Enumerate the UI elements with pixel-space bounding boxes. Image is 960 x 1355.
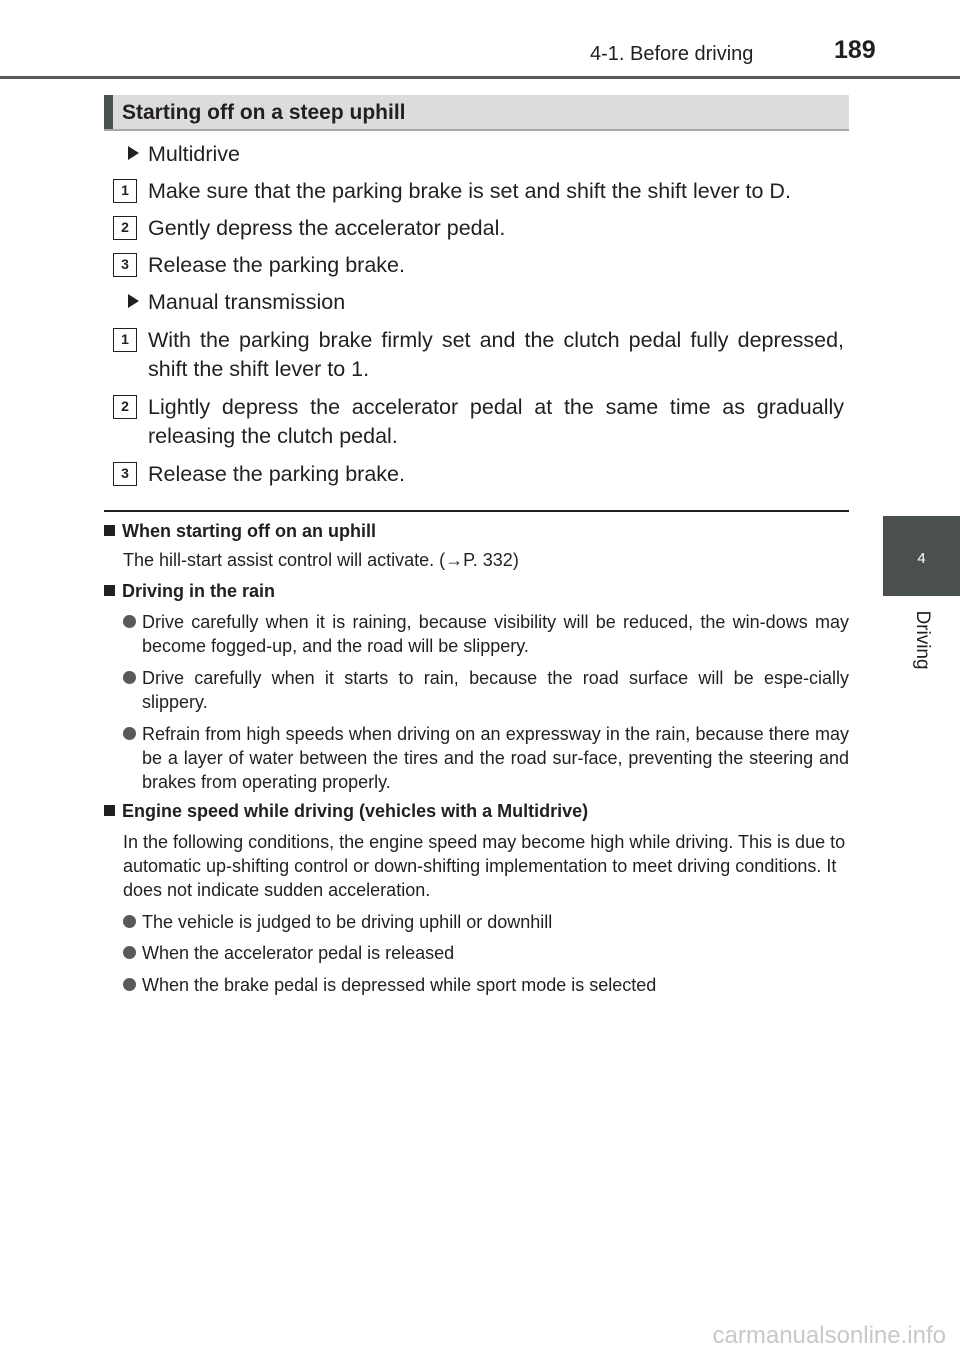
note-heading-label: When starting off on an uphill (122, 521, 376, 541)
procedure-heading-label: Manual transmission (148, 290, 346, 314)
step-text: Gently depress the accelerator pedal. (148, 216, 506, 240)
note-paragraph: In the following conditions, the engine speed may become high while driving. This is due to automatic up-shifting control or down-shifting implementation to meet driving conditions. It does not indicate sudden acceleration. (123, 832, 846, 900)
square-bullet-icon (104, 805, 115, 816)
note-bullet-text: When the brake pedal is depressed while sport mode is selected (142, 975, 657, 995)
note-bullet (123, 910, 849, 934)
step-number-box: 1 (113, 328, 137, 352)
chapter-label: Driving (912, 610, 933, 670)
note-heading-label: Driving in the rain (122, 581, 276, 601)
note-heading (104, 581, 275, 602)
note-heading (104, 801, 588, 822)
round-bullet-icon (123, 671, 136, 684)
page-number: 189 (834, 36, 876, 64)
note-bullet-text: Drive carefully when it starts to rain, because the road surface will be espe-cially slippery. (142, 668, 849, 712)
header-section-title: 4-1. Before driving (590, 43, 754, 65)
note-bullet (123, 666, 849, 714)
chapter-number: 4 (917, 550, 926, 567)
note-bullet-text: Drive carefully when it is raining, because visibility will be reduced, the win-dows may become fogged-up, and the road will be slippery. (142, 612, 849, 656)
triangle-bullet-icon (128, 294, 139, 308)
step-number-box: 1 (113, 179, 137, 203)
step-text: Make sure that the parking brake is set and shift the shift lever to D. (148, 179, 791, 203)
chapter-tab (883, 516, 960, 596)
round-bullet-icon (123, 615, 136, 628)
note-bullet-text: Refrain from high speeds when driving on an expressway in the rain, because there may be a layer of water between the tires and the road sur-face, preventing the steering and brakes from operating properly. (142, 724, 849, 792)
step-number-box: 3 (113, 253, 137, 277)
step-text: With the parking brake firmly set and the clutch pedal fully depressed, shift the shift lever to 1. (148, 328, 844, 381)
square-bullet-icon (104, 525, 115, 536)
note-bullet (123, 722, 849, 794)
section-title-bar (104, 95, 849, 131)
note-heading (104, 521, 376, 542)
procedure-heading-label: Multidrive (148, 142, 240, 166)
step-text: Release the parking brake. (148, 253, 405, 277)
step-text: Release the parking brake. (148, 462, 405, 486)
note-paragraph: The hill-start assist control will activate. (→P. 332) (123, 550, 519, 570)
header-rule (0, 76, 960, 79)
note-heading-label: Engine speed while driving (vehicles with a Multidrive) (122, 801, 589, 821)
section-title: Starting off on a steep uphill (122, 101, 406, 124)
watermark: carmanualsonline.info (712, 1322, 946, 1349)
procedure-heading-manual (128, 290, 345, 315)
round-bullet-icon (123, 915, 136, 928)
round-bullet-icon (123, 946, 136, 959)
note-bullet (123, 973, 849, 997)
note-bullet-text: The vehicle is judged to be driving uphill or downhill (142, 912, 553, 932)
step-text: Lightly depress the accelerator pedal at the same time as gradually releasing the clutch pedal. (148, 395, 844, 448)
procedure-heading-multidrive (128, 142, 240, 167)
section-divider (104, 510, 849, 512)
round-bullet-icon (123, 727, 136, 740)
square-bullet-icon (104, 585, 115, 596)
note-bullet-text: When the accelerator pedal is released (142, 943, 455, 963)
step-number-box: 2 (113, 395, 137, 419)
round-bullet-icon (123, 978, 136, 991)
step-number-box: 2 (113, 216, 137, 240)
note-bullet (123, 610, 849, 658)
triangle-bullet-icon (128, 146, 139, 160)
step-number-box: 3 (113, 462, 137, 486)
note-bullet (123, 941, 849, 965)
